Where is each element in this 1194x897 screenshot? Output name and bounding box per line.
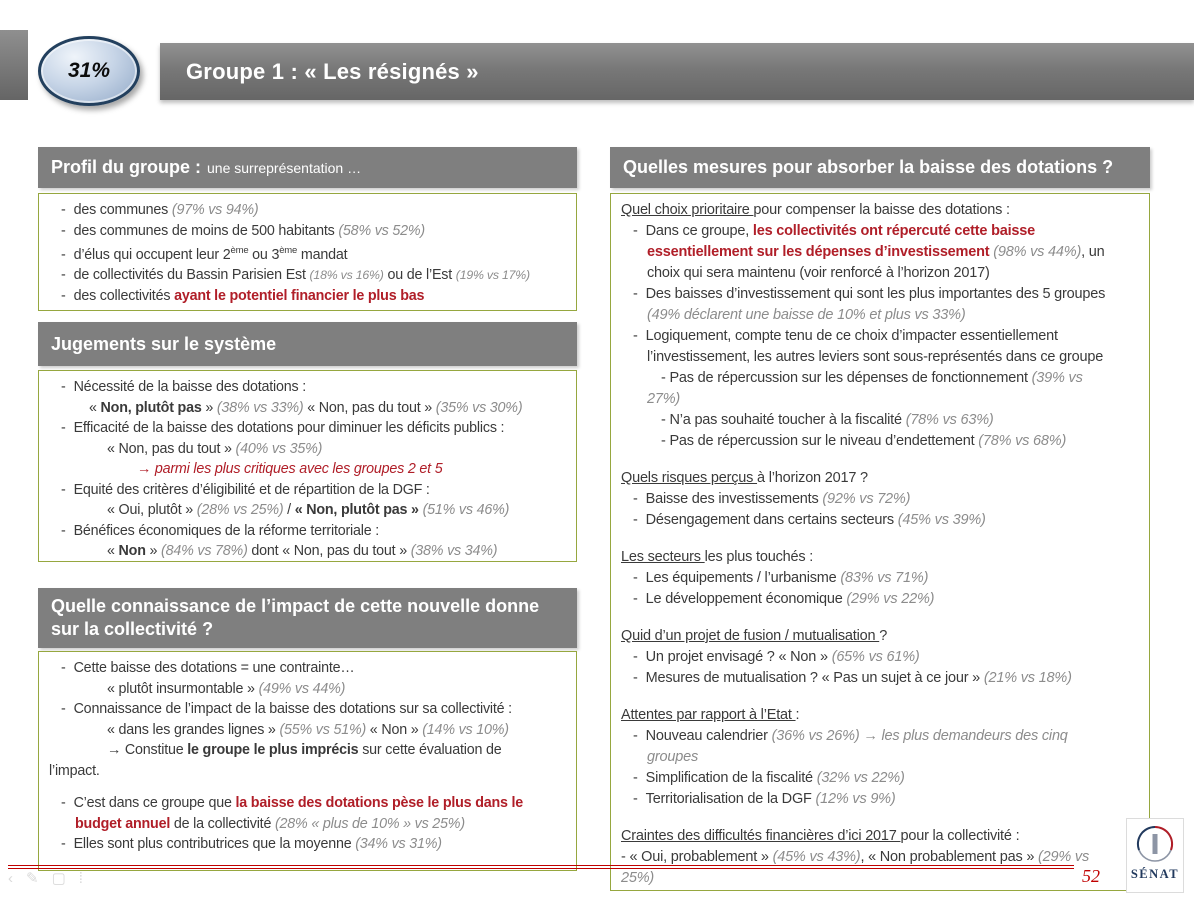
text-segment: Craintes des difficultés financières d’ici 2017	[621, 828, 901, 844]
text-segment: »	[145, 543, 162, 559]
text-line	[621, 326, 1139, 347]
text-segment: Mesures de mutualisation ? « Pas un sujet à ce jour »	[645, 670, 984, 686]
text-line	[621, 768, 1139, 789]
text-segment: les plus touchés :	[704, 549, 814, 565]
profil-panel-body	[38, 193, 577, 311]
text-segment: (36% vs 26%)	[771, 728, 860, 744]
text-line	[49, 265, 566, 286]
text-segment: des communes	[73, 202, 172, 218]
text-segment: :	[795, 707, 800, 723]
text-segment: Dans ce groupe,	[645, 223, 753, 239]
text-segment: 27%)	[647, 391, 681, 407]
bullet-marker: -	[61, 379, 66, 395]
text-segment: Désengagement dans certains secteurs	[645, 512, 898, 528]
text-segment: , « Non probablement pas »	[860, 849, 1039, 865]
senat-logo-text: SÉNAT	[1130, 867, 1180, 881]
text-segment: »	[201, 399, 217, 416]
spacer	[49, 781, 566, 793]
text-line	[621, 221, 1139, 242]
text-segment: - Pas de répercussion sur le niveau d’endettement	[661, 433, 979, 449]
text-segment: (29% vs	[1038, 849, 1089, 865]
text-segment: Un projet envisagé ? « Non »	[645, 649, 832, 665]
text-segment: sur cette évaluation de	[358, 742, 502, 758]
connaissance-header-title: Quelle connaissance de l’impact de cette nouvelle donne sur la collectivité ?	[51, 596, 540, 639]
text-line	[621, 568, 1139, 589]
text-segment: choix qui sera maintenu (voir renforcé à l’horizon 2017)	[647, 265, 990, 281]
text-segment: Les secteurs	[621, 549, 705, 565]
bullet-marker: -	[633, 791, 638, 807]
text-segment: (49% vs 44%)	[258, 680, 346, 697]
text-line	[49, 720, 566, 741]
text-line	[49, 658, 566, 679]
text-segment: Attentes par rapport à l’Etat	[621, 707, 796, 723]
text-line	[49, 500, 566, 521]
text-line	[621, 705, 1139, 726]
spacer	[621, 452, 1139, 468]
text-segment: (18% vs 16%)	[309, 268, 384, 283]
text-line	[49, 418, 566, 439]
text-segment: /	[283, 502, 295, 518]
bullet-marker: -	[61, 222, 66, 239]
profil-header-title: Profil du groupe :	[51, 157, 201, 177]
text-line	[621, 668, 1139, 689]
text-segment: (92% vs 72%)	[822, 491, 911, 507]
profil-panel-header	[38, 147, 577, 188]
text-segment: (78% vs 63%)	[905, 412, 994, 428]
profil-header-subtitle: une surreprésentation …	[207, 159, 362, 176]
text-line	[49, 521, 566, 542]
text-line	[49, 761, 566, 782]
text-segment: (28% vs 25%)	[196, 502, 284, 518]
text-segment: ème	[279, 245, 298, 256]
bullet-marker: -	[633, 286, 638, 302]
bullet-marker: -	[61, 660, 66, 676]
text-segment: Territorialisation de la DGF	[645, 791, 816, 807]
text-line	[49, 793, 566, 814]
text-line	[621, 626, 1139, 647]
text-segment: Elles sont plus contributrices que la moyenne	[73, 836, 356, 852]
text-segment: → parmi les plus critiques avec les groupes 2 et 5	[137, 461, 443, 477]
text-line	[621, 200, 1139, 221]
text-segment: « Non, plutôt pas »	[294, 502, 423, 518]
bullet-marker: -	[61, 836, 66, 852]
nav-arrow-icon[interactable]: ‹	[8, 870, 13, 887]
text-segment: Nécessité de la baisse des dotations :	[73, 379, 306, 395]
text-segment: « Non »	[366, 721, 423, 738]
bullet-marker: -	[61, 202, 66, 218]
text-segment: → les plus demandeurs des cinq	[859, 728, 1068, 744]
display-icon[interactable]: ▢	[51, 870, 66, 887]
text-segment: - N’a pas souhaité toucher à la fiscalité	[661, 412, 906, 428]
text-segment: (14% vs 10%)	[422, 721, 509, 738]
text-segment: (32% vs 22%)	[816, 770, 905, 786]
text-segment: (49% déclarent une baisse de 10% et plus vs 33%)	[647, 307, 966, 323]
text-line	[621, 868, 1139, 889]
text-segment: 25%)	[621, 870, 655, 886]
text-segment: (84% vs 78%)	[161, 543, 248, 559]
spacer	[621, 689, 1139, 705]
text-segment: (39% vs	[1031, 370, 1083, 386]
text-line	[49, 480, 566, 501]
text-segment: (12% vs 9%)	[815, 791, 896, 807]
mesures-panel-header	[610, 147, 1150, 188]
text-segment: Bénéfices économiques de la réforme territoriale :	[73, 522, 380, 539]
text-line	[621, 468, 1139, 489]
text-line	[621, 547, 1139, 568]
text-line	[621, 826, 1139, 847]
bullet-marker: -	[633, 728, 638, 744]
text-line	[621, 368, 1139, 389]
text-segment: de la collectivité	[173, 815, 275, 832]
footer-rule	[8, 865, 1074, 869]
text-segment: des collectivités	[73, 287, 175, 304]
text-segment: Nouveau calendrier	[645, 728, 772, 744]
text-segment: Efficacité de la baisse des dotations pour diminuer les déficits publics :	[73, 420, 505, 436]
text-segment: ou 3	[248, 246, 280, 263]
bullet-marker: -	[633, 670, 638, 686]
percentage-badge	[38, 36, 140, 106]
text-line	[621, 647, 1139, 668]
spacer	[621, 610, 1139, 626]
text-segment: les collectivités ont répercuté cette baisse	[752, 223, 1036, 239]
text-segment: groupes	[647, 749, 698, 765]
spacer	[621, 531, 1139, 547]
text-segment: (19% vs 17%)	[455, 268, 530, 283]
text-segment: (98% vs 44%)	[993, 244, 1082, 260]
text-segment: ou de l’Est	[383, 267, 456, 284]
senat-logo	[1126, 818, 1184, 893]
text-line	[49, 740, 566, 761]
text-segment: (45% vs 39%)	[897, 512, 986, 528]
text-line	[49, 439, 566, 460]
text-segment: à l’horizon 2017 ?	[757, 470, 868, 486]
text-segment: Logiquement, compte tenu de ce choix d’impacter essentiellement	[645, 328, 1058, 344]
text-segment: (21% vs 18%)	[983, 670, 1072, 686]
text-segment: (45% vs 43%)	[772, 849, 861, 865]
page-number: 52	[1082, 866, 1100, 886]
jugements-panel-body	[38, 370, 577, 562]
text-segment: Connaissance de l’impact de la baisse des dotations sur sa collectivité :	[73, 701, 512, 717]
text-line	[621, 347, 1139, 368]
text-segment: l’impact.	[49, 762, 100, 779]
text-segment: Simplification de la fiscalité	[645, 770, 817, 786]
text-segment: (35% vs 30%)	[435, 399, 523, 416]
connaissance-panel-body	[38, 651, 577, 871]
text-segment: d’élus qui occupent leur 2	[73, 246, 231, 263]
text-segment: pour compenser la baisse des dotations :	[753, 202, 1010, 218]
text-line	[49, 286, 566, 307]
text-segment: - Pas de répercussion sur les dépenses de fonctionnement	[661, 370, 1032, 386]
text-line	[621, 589, 1139, 610]
text-segment: Equité des critères d’éligibilité et de répartition de la DGF :	[73, 481, 430, 498]
text-segment: « dans les grandes lignes »	[107, 721, 280, 738]
text-line	[49, 541, 566, 562]
text-line	[49, 241, 566, 265]
bullet-marker: -	[61, 701, 66, 717]
text-segment: ème	[230, 245, 249, 256]
mesures-panel-body	[610, 193, 1150, 891]
text-segment: «	[89, 399, 101, 416]
bullet-marker: -	[633, 491, 638, 507]
more-icon[interactable]: ⁞	[78, 870, 83, 887]
text-segment: « plutôt insurmontable »	[107, 680, 259, 697]
text-segment: (65% vs 61%)	[831, 649, 920, 665]
text-segment: Les équipements / l’urbanisme	[645, 570, 841, 586]
bullet-marker: -	[633, 591, 638, 607]
text-segment: (83% vs 71%)	[840, 570, 929, 586]
text-line	[621, 431, 1139, 452]
text-segment: de collectivités du Bassin Parisien Est	[73, 267, 310, 284]
bullet-marker: -	[61, 267, 66, 284]
text-segment: Cette baisse des dotations = une contrainte…	[73, 660, 355, 676]
text-line	[49, 377, 566, 398]
bullet-marker: -	[633, 570, 638, 586]
text-segment: l’investissement, les autres leviers sont sous-représentés dans ce groupe	[647, 349, 1104, 365]
text-segment: (55% vs 51%)	[279, 721, 367, 738]
text-segment: « Non, pas du tout »	[303, 399, 436, 416]
text-segment: → Constitue	[107, 742, 188, 758]
text-segment: (78% vs 68%)	[978, 433, 1067, 449]
text-line	[621, 284, 1139, 305]
text-line	[621, 410, 1139, 431]
text-line	[621, 305, 1139, 326]
text-segment: Non	[118, 543, 146, 559]
text-segment: budget annuel	[75, 815, 174, 832]
senat-emblem-icon	[1135, 822, 1175, 866]
text-segment: ayant le potentiel financier le plus bas	[174, 287, 425, 304]
text-segment: pour la collectivité :	[900, 828, 1020, 844]
bullet-marker: -	[61, 795, 66, 811]
slide-title: Groupe 1 : « Les résignés »	[186, 58, 479, 84]
text-segment: « Non, pas du tout »	[107, 440, 236, 457]
text-line	[621, 510, 1139, 531]
title-banner	[160, 43, 1194, 100]
percentage-value: 31%	[67, 59, 111, 82]
text-segment: mandat	[297, 246, 348, 263]
text-segment: le groupe le plus imprécis	[187, 742, 359, 758]
pen-icon[interactable]: ✎	[26, 870, 39, 887]
jugements-header-title: Jugements sur le système	[51, 333, 277, 354]
text-line	[621, 389, 1139, 410]
text-line	[49, 679, 566, 700]
text-line	[621, 789, 1139, 810]
text-segment: des communes de moins de 500 habitants	[73, 222, 339, 239]
text-line	[49, 814, 566, 835]
text-segment: Non, plutôt pas	[100, 399, 202, 416]
text-segment: (28% « plus de 10% » vs 25%)	[274, 815, 465, 832]
bullet-marker: -	[633, 649, 638, 665]
text-line	[621, 726, 1139, 747]
text-segment: (97% vs 94%)	[171, 202, 259, 218]
jugements-panel-header	[38, 322, 577, 366]
text-line	[621, 747, 1139, 768]
text-line	[621, 263, 1139, 284]
text-segment: (29% vs 22%)	[846, 591, 935, 607]
bullet-marker: -	[633, 770, 638, 786]
text-segment: Quels risques perçus	[621, 470, 758, 486]
bullet-marker: -	[61, 420, 66, 436]
text-segment: C’est dans ce groupe que	[73, 795, 236, 811]
text-segment: «	[107, 543, 119, 559]
bullet-marker: -	[61, 481, 66, 498]
text-segment: essentiellement sur les dépenses d’investissement	[647, 244, 994, 260]
text-line	[49, 221, 566, 242]
text-line	[49, 699, 566, 720]
text-line	[49, 459, 566, 480]
mesures-header-title: Quelles mesures pour absorber la baisse des dotations ?	[623, 157, 1114, 177]
text-line	[49, 398, 566, 419]
text-segment: (51% vs 46%)	[422, 502, 510, 518]
text-line	[49, 200, 566, 221]
presenter-toolbar	[8, 870, 83, 888]
text-segment: « Oui, plutôt »	[107, 502, 197, 518]
bullet-marker: -	[633, 328, 638, 344]
text-segment: ?	[879, 628, 888, 644]
bullet-marker: -	[61, 246, 66, 263]
text-segment: Baisse des investissements	[645, 491, 823, 507]
text-segment: - « Oui, probablement »	[621, 849, 773, 865]
text-line	[49, 834, 566, 855]
text-segment: , un	[1081, 244, 1105, 260]
text-segment: Des baisses d’investissement qui sont les plus importantes des 5 groupes	[645, 286, 1106, 302]
text-line	[621, 242, 1139, 263]
text-segment: dont « Non, pas du tout »	[247, 543, 411, 559]
text-segment: (34% vs 31%)	[355, 836, 442, 852]
text-segment: (38% vs 34%)	[410, 543, 498, 559]
text-segment: Quid d’un projet de fusion / mutualisation	[621, 628, 880, 644]
text-segment: Le développement économique	[645, 591, 847, 607]
text-line	[621, 489, 1139, 510]
text-segment: (40% vs 35%)	[235, 440, 323, 457]
bullet-marker: -	[633, 223, 638, 239]
text-segment: Quel choix prioritaire	[621, 202, 754, 218]
bullet-marker: -	[61, 522, 66, 539]
connaissance-panel-header	[38, 588, 577, 648]
spacer	[621, 810, 1139, 826]
text-segment: (58% vs 52%)	[338, 222, 425, 239]
bullet-marker: -	[61, 287, 66, 304]
bullet-marker: -	[633, 512, 638, 528]
text-segment: la baisse des dotations pèse le plus dans le	[235, 795, 524, 811]
text-segment: (38% vs 33%)	[216, 399, 304, 416]
banner-left-block	[0, 30, 28, 100]
